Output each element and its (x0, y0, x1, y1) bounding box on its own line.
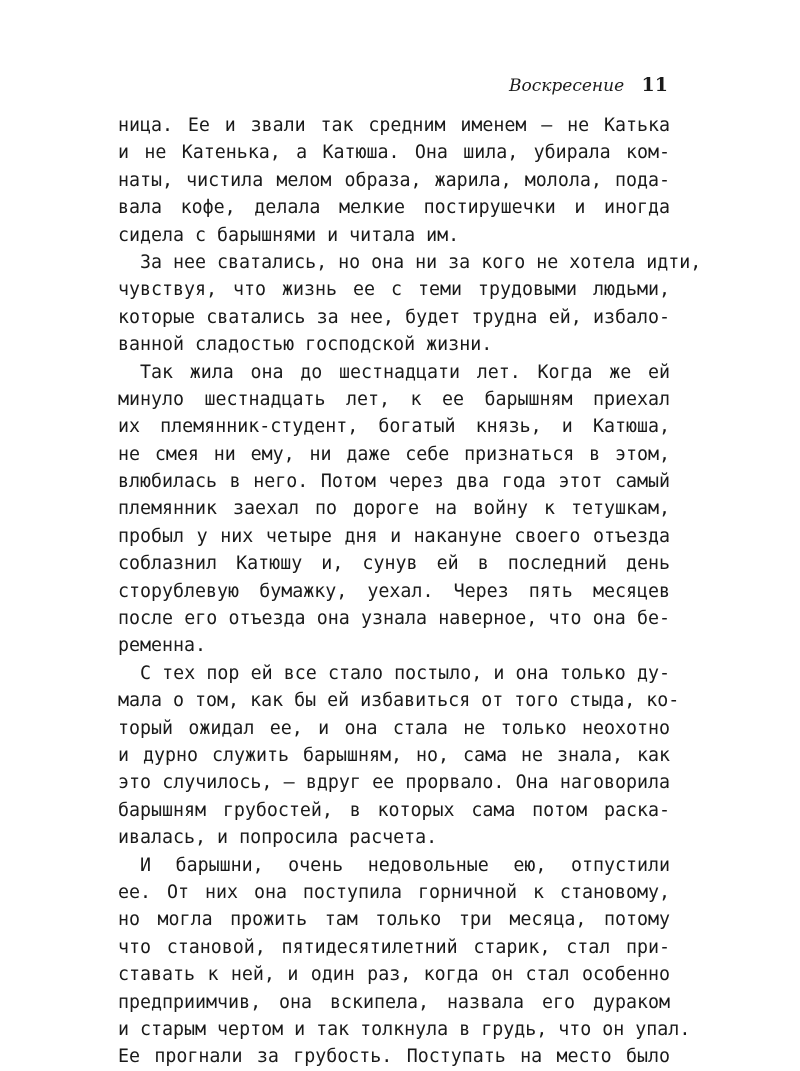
text-line: вала кофе, делала мелкие постирушечки и иногда (118, 197, 670, 219)
running-title: Воскресение (509, 76, 625, 96)
text-line: это случилось, — вдруг ее прорвало. Она наговорила (118, 772, 670, 794)
text-line: ставать к ней, и один раз, когда он стал особенно (118, 964, 670, 986)
text-line: минуло шестнадцать лет, к ее барышням приехал (118, 388, 670, 410)
text-line: но могла прожить там только три месяца, потому (118, 909, 670, 931)
text-line: чувствуя, что жизнь ее с теми трудовыми людьми, (118, 279, 670, 301)
text-line: За нее сватались, но она ни за кого не хотела идти, (140, 251, 702, 273)
text-line: ее. От них она поступила горничной к становому, (118, 881, 670, 903)
text-line: которые сватались за нее, будет трудна ей, избало- (118, 306, 670, 328)
text-line: и дурно служить барышням, но, сама не знала, как (118, 744, 670, 766)
text-line: ременна. (118, 635, 207, 657)
text-line: барышням грубостей, в которых сама потом раска- (118, 799, 670, 821)
text-line: мала о том, как бы ей избавиться от того стыда, ко- (118, 690, 680, 712)
text-line: пробыл у них четыре дня и накануне своего отъезда (118, 525, 670, 547)
text-line: И барышни, очень недовольные ею, отпустили (140, 854, 670, 876)
text-line: С тех пор ей все стало постыло, и она только ду- (140, 662, 670, 684)
text-line: и старым чертом и так толкнула в грудь, что он упал. (118, 1018, 691, 1040)
text-line: и не Катенька, а Катюша. Она шила, убирала ком- (118, 142, 670, 164)
text-line: сидела с барышнями и читала им. (118, 224, 460, 246)
text-line: ница. Ее и звали так средним именем — не Катька (118, 115, 670, 136)
body-text (118, 112, 702, 1071)
text-line: торый ожидал ее, и она стала не только неохотно (118, 717, 670, 739)
running-header (118, 70, 668, 100)
text-line: их племянник-студент, богатый князь, и Катюша, (118, 416, 670, 438)
text-line: ванной сладостью господской жизни. (118, 334, 493, 356)
text-line: после его отъезда она узнала наверное, что она бе- (118, 608, 670, 630)
text-line: племянник заехал по дороге на войну к тетушкам, (118, 498, 670, 520)
text-line: Ее прогнали за грубость. Поступать на место было (118, 1046, 670, 1068)
text-line: что становой, пятидесятилетний старик, стал при- (118, 936, 670, 958)
text-line: соблазнил Катюшу и, сунув ей в последний день (118, 553, 670, 575)
text-line: Так жила она до шестнадцати лет. Когда же ей (140, 361, 670, 383)
text-line: не смея ни ему, ни даже себе признаться в этом, (118, 443, 670, 465)
page-number: 11 (641, 74, 668, 96)
text-line: ивалась, и попросила расчета. (118, 827, 438, 849)
text-line: влюбилась в него. Потом через два года этот самый (118, 471, 670, 493)
text-line: наты, чистила мелом образа, жарила, молола, пода- (118, 169, 670, 191)
text-line: предприимчив, она вскипела, назвала его дураком (118, 991, 670, 1013)
text-line: сторублевую бумажку, уехал. Через пять месяцев (118, 580, 670, 602)
